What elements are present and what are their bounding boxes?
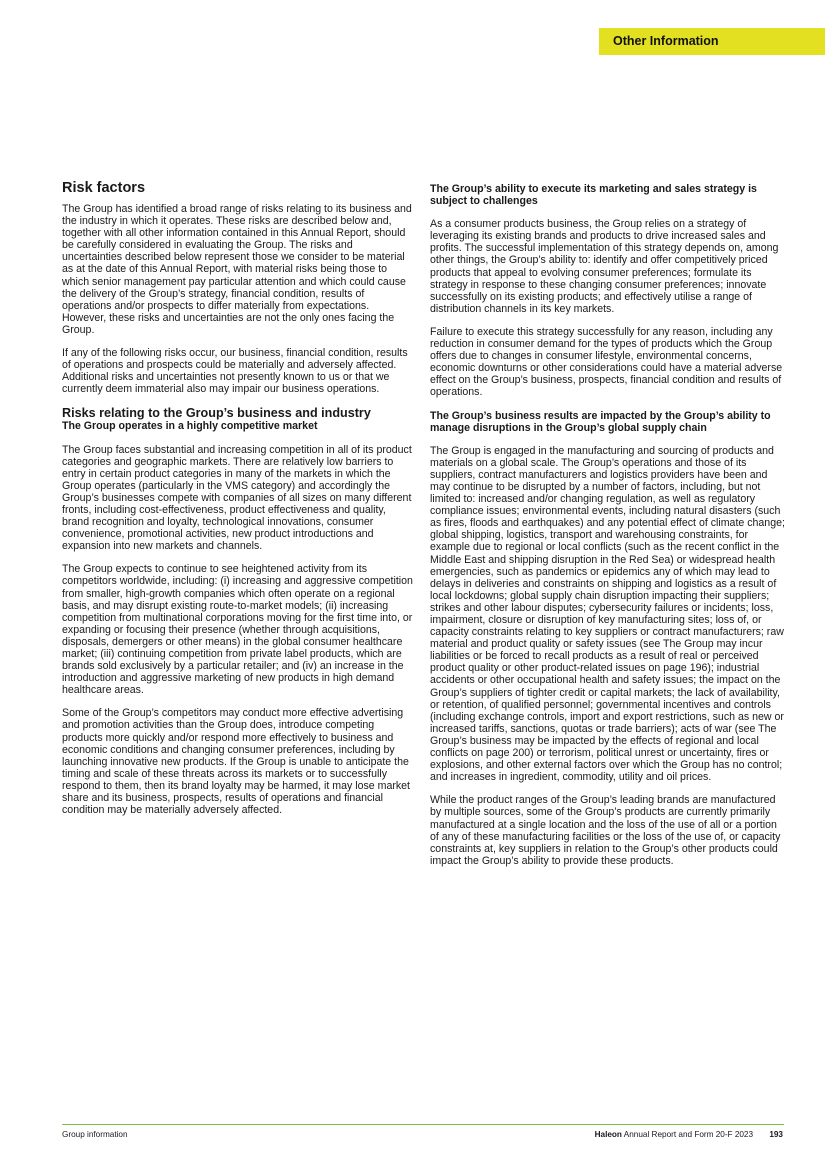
left-column [62, 180, 414, 827]
paragraph-manufacturing: While the product ranges of the Group’s leading brands are manufactured by multiple sources, some of the Group’s products are currently primarily manufactured at a single location and the loss of the use of all or a portion of any of these manufacturing facilities or the loss of the use of, or capacity constraints at, key suppliers in relation to the Group’s other products could impact the Group’s ability to provide these products. [430, 794, 781, 867]
intro-paragraph-2: If any of the following risks occur, our business, financial condition, results of operations and prospects could be materially and adversely affected. Additional risks and uncertainties not presently known to us or that we currently deem immaterial also may impair our business operations. [62, 347, 408, 396]
paragraph-competitor-activity: The Group expects to continue to see heightened activity from its competitors worldwide, including: (i) increasing and aggressive competition from smaller, high-growth companies which often operate on a regional basis, and may disrupt existing route-to-market models; (ii) increasing competition from multinational corporations moving for the first time into, or expanding or focusing their presence (whether through acquisitions, disposals, demergers or other means) in the global consumer healthcare market; (iii) continuing competition from private label products, which are brands sold exclusively by a particular retailer; and (iv) an increase in the introduction and aggressive marketing of new products in high demand healthcare areas. [62, 563, 413, 697]
paragraph-competitor-advertising: Some of the Group’s competitors may conduct more effective advertising and promotion activities than the Group does, introduce competing products more quickly and/or respond more effectively to business and economic conditions and changing consumer preferences, including by launching innovative new products. If the Group is unable to anticipate the timing and scale of these threats across its markets or to successfully respond to them, then its brand loyalty may be harmed, it may lose market share and its business, prospects, results of operations and financial condition may be materially adversely affected. [62, 707, 410, 817]
footer-report-info [595, 1130, 783, 1140]
right-column [430, 183, 785, 878]
paragraph-strategy: As a consumer products business, the Group relies on a strategy of leveraging its existing brands and products to drive increased sales and profits. The successful implementation of this strategy depends on, among other things, the Group’s ability to: identify and offer competitively priced products that appeal to evolving consumer preferences; formulate its strategy in response to these changing consumer preferences; innovate successfully on its existing products; and effectively utilise a range of distribution channels in its key markets. [430, 218, 779, 315]
paragraph-strategy-failure: Failure to execute this strategy successfully for any reason, including any reduction in consumer demand for the types of products which the Group offers due to changes in consumer lifestyle, environmental concerns, economic downturns or other considerations could have a material adverse effect on the Group’s business, prospects, financial condition and results of operations. [430, 325, 783, 399]
paragraph-competition: The Group faces substantial and increasing competition in all of its product categories and geographic markets. There are relatively low barriers to entry in certain product categories in many of the markets in which the Group operates (particularly in the VMS category) and accordingly the Group’s businesses compete with companies of all sizes on many different fronts, including cost-effectiveness, product effectiveness and quality, brand recognition and loyalty, technological innovations, consumer convenience, promotional activities, new product introductions and expansion into new markets and channels. [62, 443, 412, 553]
footer-section-label: Group information [62, 1130, 128, 1139]
section-tab-label: Other Information [613, 34, 719, 48]
subheading-competitive-market: The Group operates in a highly competitive market [62, 420, 318, 433]
subheading-supply-chain: The Group’s business results are impacted by the Group’s ability to manage disruptions in the Group’s global supply chain [430, 409, 771, 434]
footer-divider [62, 1124, 784, 1125]
section-heading: Risks relating to the Group’s business and industry [62, 406, 371, 421]
subheading-marketing-strategy: The Group’s ability to execute its marketing and sales strategy is subject to challenges [430, 183, 757, 208]
page-number: 193 [769, 1130, 783, 1139]
page-title: Risk factors [62, 180, 146, 196]
footer-report-title: Annual Report and Form 20-F 2023 [623, 1130, 754, 1139]
paragraph-supply-chain: The Group is engaged in the manufacturing and sourcing of products and materials on a global scale. The Group’s operations and those of its suppliers, contract manufacturers and logistics providers have been and may continue to be disrupted by a number of factors, including, but not limited to: increased and/or changing regulation, as well as regulatory compliance issues; environmental events, including natural disasters (such as fires, floods and earthquakes) and any potential effect of climate change; global shipping, logistics, transport and warehousing constraints, for example due to regional or local conflicts (such as the recent conflict in the Middle East and shipping disruption in the Red Sea) or widespread health emergencies, such as pandemics or epidemics any of which may lead to delays in deliveries and constraints on shipping and logistics as a result of local lockdowns; global supply chain disruption impacting their suppliers; strikes and other labour disputes; cybersecurity failures or incidents; loss, impairment, closure or disruption of key manufacturing sites; loss of, or capacity constraints relating to key suppliers or contract manufacturers; raw material and product quality or safety issues (see The Group may incur liabilities or be forced to recall products as a result of real or perceived product quality or other product-related issues on page 196); industrial accidents or other occupational health and safety issues; the impact on the Group’s suppliers of tighter credit or capital markets; the lack of availability, or retention, of qualified personnel; governmental incentives and controls (including exchange controls, import and export restrictions, such as new or increased tariffs, sanctions, quotas or trade barriers); acts of war (see The Group’s business may be impacted by the effects of regional and local conflicts on page 200) or terrorism, political unrest or uncertainty, fires or explosions, and other external factors over which the Group has no control; and increases in ingredient, commodity, utility and oil prices. [430, 444, 785, 784]
section-tab [599, 28, 825, 55]
intro-paragraph-1: The Group has identified a broad range of risks relating to its business and the industry in which it operates. These risks are described below and, together with all other information contained in this Annual Report, should be carefully considered in evaluating the Group. The risks and uncertainties described below represent those we consider to be material as at the date of this Annual Report, with material risks being those to which senior management pay particular attention and which could cause the delivery of the Group’s strategy, financial condition, results of operations and/or prospects to differ materially from expectations. However, these risks and uncertainties are not the only ones facing the Group. [62, 203, 412, 336]
footer-brand: Haleon [594, 1130, 622, 1139]
